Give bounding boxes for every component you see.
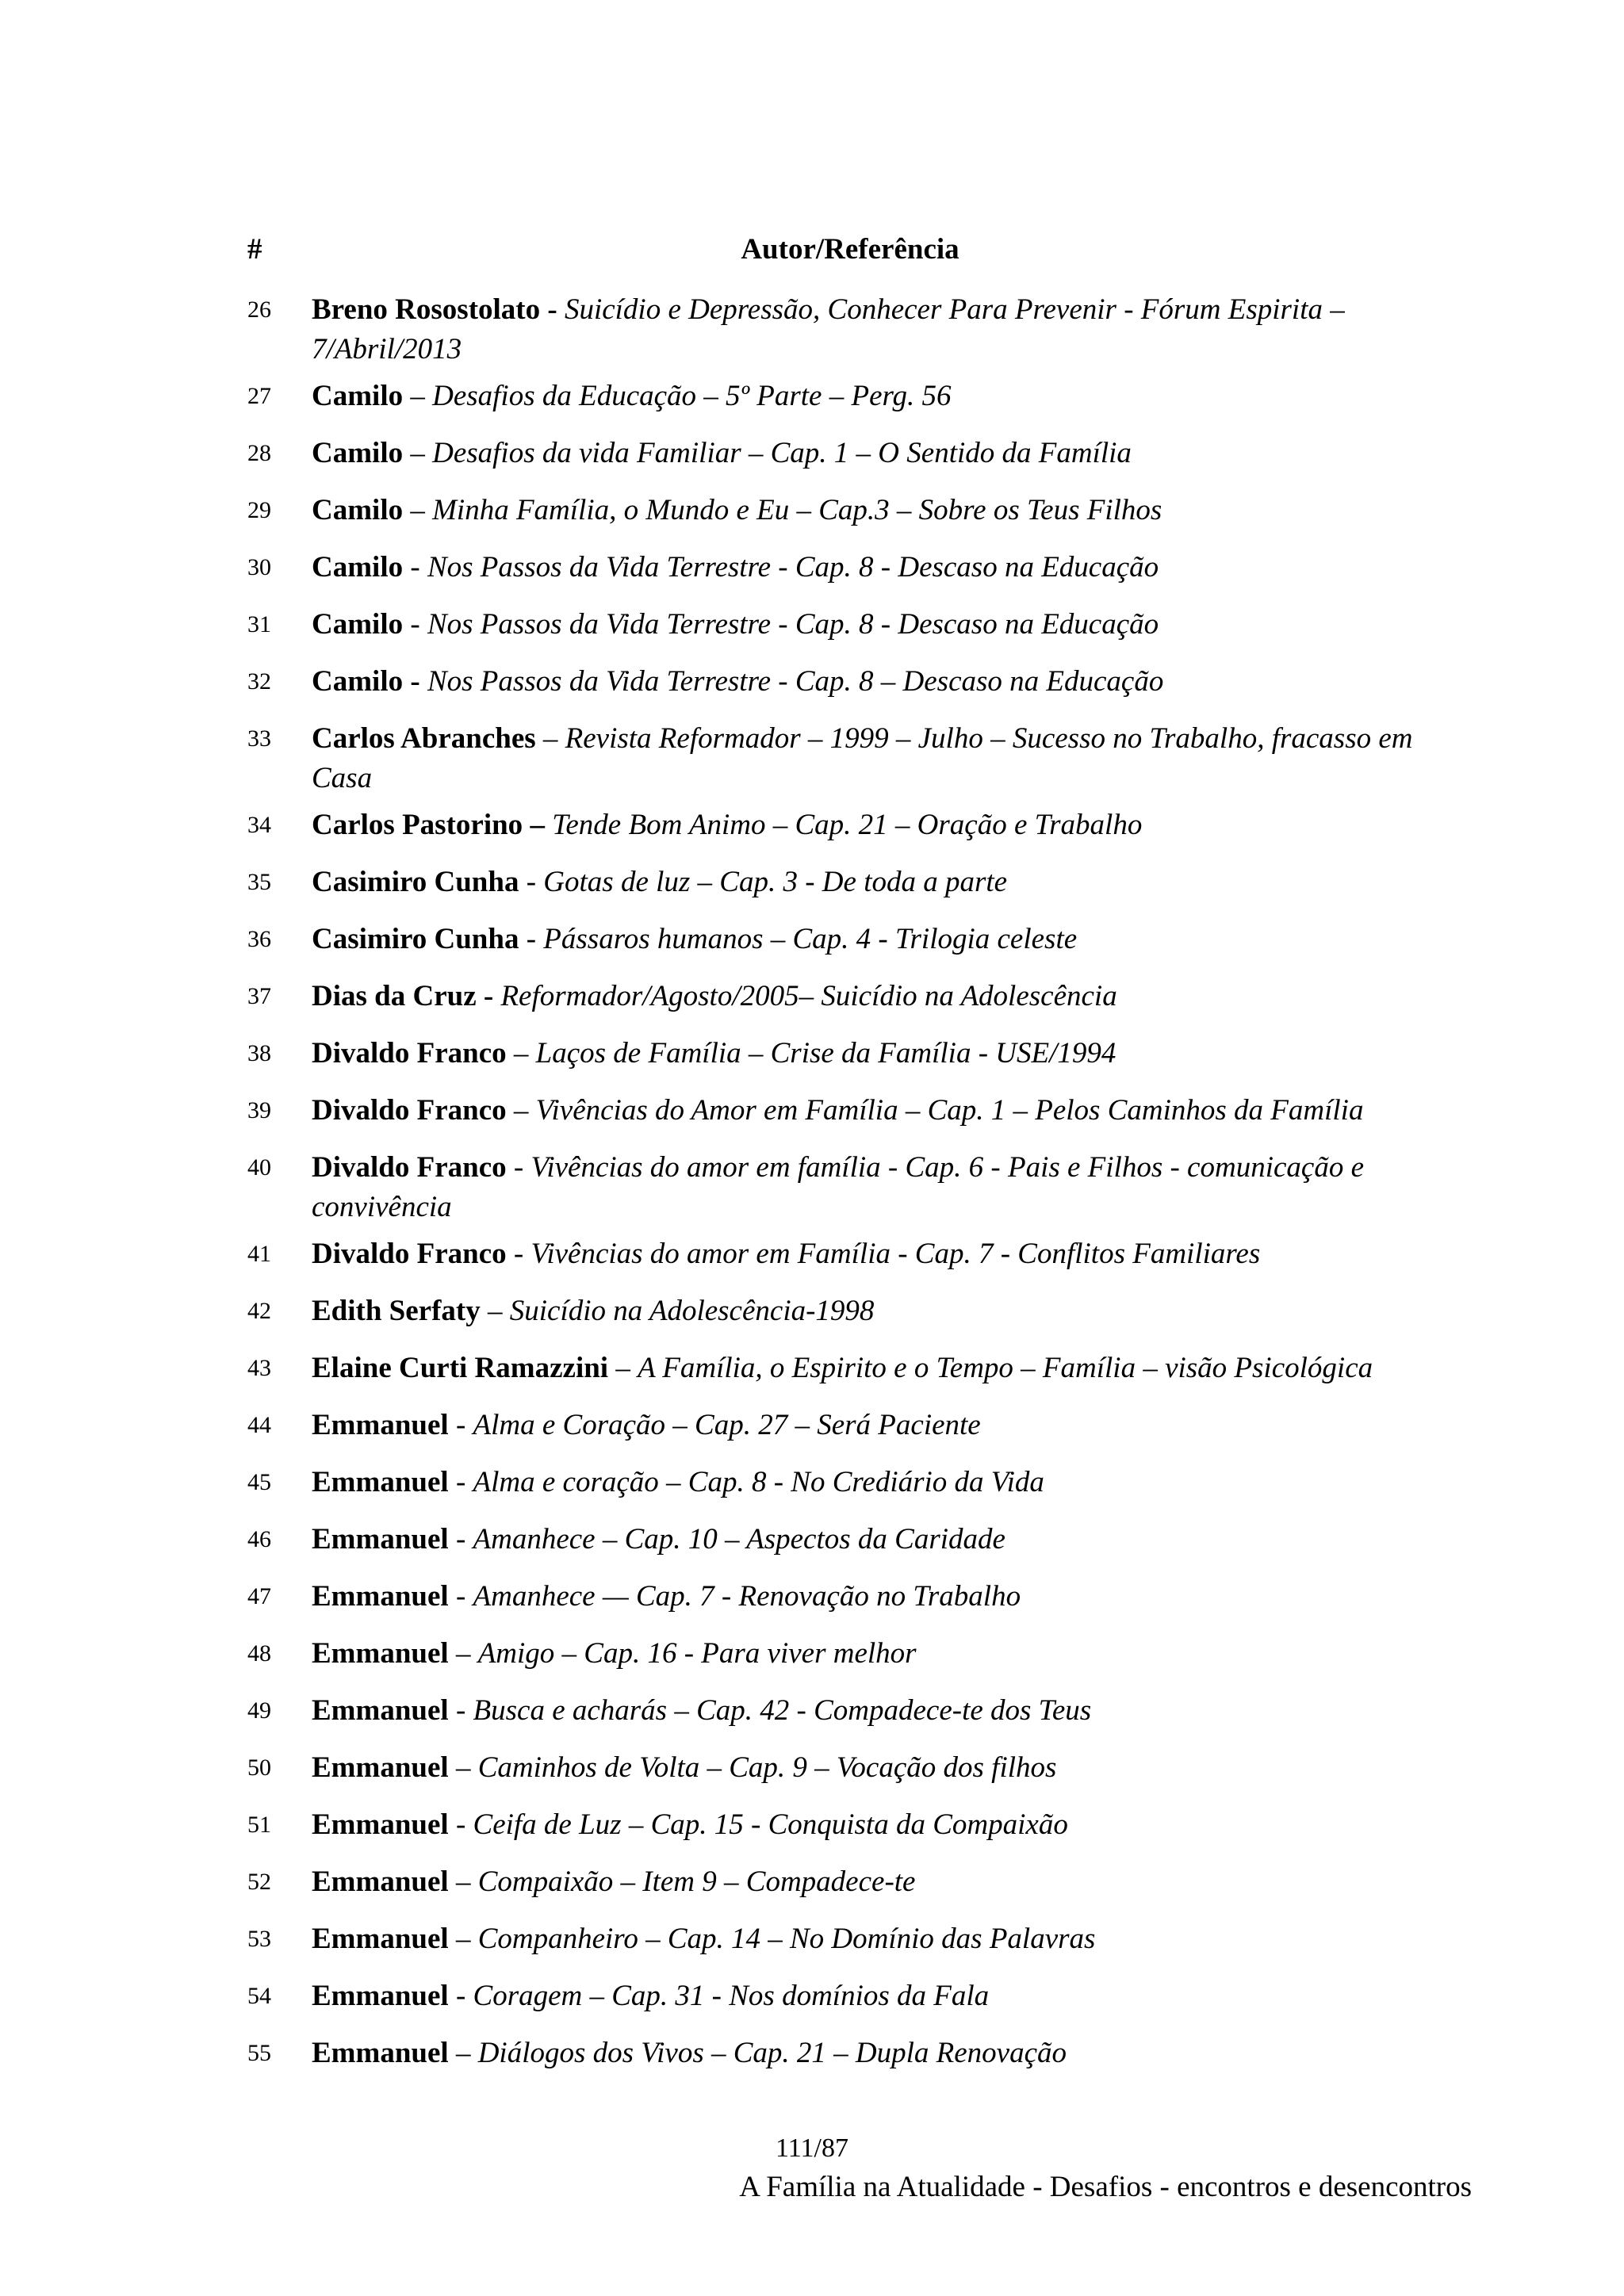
author-name: Divaldo Franco — [312, 1094, 507, 1127]
author-name: Edith Serfaty — [312, 1295, 481, 1327]
author-name: Casimiro Cunha — [312, 866, 519, 898]
author-name: Camilo — [312, 437, 404, 469]
row-number: 37 — [247, 983, 271, 1009]
author-name: Casimiro Cunha — [312, 923, 519, 955]
separator: - — [448, 1580, 473, 1613]
reference-entry — [312, 1919, 1438, 1959]
reference-title: Alma e coração – Cap. 8 - No Crediário da Vida — [473, 1466, 1044, 1498]
separator: - — [506, 1151, 531, 1184]
reference-entry — [312, 548, 1438, 587]
author-name: Camilo — [312, 665, 404, 698]
row-number: 30 — [247, 554, 271, 580]
row-number: 39 — [247, 1097, 271, 1123]
document-title-footer: A Família na Atualidade - Desafios - encontros e desencontros — [739, 2171, 1472, 2203]
reference-title: Amanhece – Cap. 10 – Aspectos da Caridade — [473, 1523, 1005, 1556]
reference-title: Suicídio na Adolescência-1998 — [509, 1295, 875, 1327]
reference-entry — [312, 1148, 1438, 1227]
reference-entry — [312, 605, 1438, 645]
separator: – — [448, 1923, 478, 1955]
row-number: 43 — [247, 1355, 271, 1381]
reference-title: Minha Família, o Mundo e Eu – Cap.3 – Sobre os Teus Filhos — [432, 494, 1162, 526]
reference-entry — [312, 2034, 1438, 2073]
row-number: 35 — [247, 869, 271, 895]
separator: – — [448, 1751, 478, 1784]
row-number: 29 — [247, 497, 271, 523]
reference-entry — [312, 377, 1438, 416]
author-name: Divaldo Franco — [312, 1151, 507, 1184]
separator: - — [519, 923, 544, 955]
author-name: Emmanuel — [312, 2037, 449, 2069]
reference-title: Amigo – Cap. 16 - Para viver melhor — [477, 1637, 917, 1670]
author-name: Emmanuel — [312, 1523, 449, 1556]
number-column-header: # — [247, 233, 262, 266]
author-name: Camilo — [312, 551, 404, 584]
separator: – — [403, 437, 433, 469]
author-name: Divaldo Franco — [312, 1238, 507, 1270]
separator: - — [448, 1808, 473, 1841]
row-number: 50 — [247, 1755, 271, 1781]
reference-title: Desafios da Educação – 5º Parte – Perg. 56 — [432, 380, 952, 412]
reference-entry — [312, 491, 1438, 530]
row-number: 42 — [247, 1298, 271, 1324]
row-number: 32 — [247, 668, 271, 695]
separator: - — [448, 1409, 473, 1441]
separator: – — [480, 1295, 510, 1327]
row-number: 51 — [247, 1812, 271, 1838]
author-name: Camilo — [312, 380, 404, 412]
reference-title: Tende Bom Animo – Cap. 21 – Oração e Trabalho — [552, 809, 1143, 841]
reference-title: Busca e acharás – Cap. 42 - Compadece-te dos Teus — [473, 1694, 1092, 1727]
author-name: Dias da Cruz — [312, 980, 477, 1012]
row-number: 27 — [247, 383, 271, 409]
separator: – — [448, 2037, 478, 2069]
reference-entry — [312, 920, 1438, 959]
row-number: 34 — [247, 812, 271, 838]
reference-title: Compaixão – Item 9 – Compadece-te — [477, 1866, 916, 1898]
separator: – — [535, 722, 565, 755]
author-name: Emmanuel — [312, 1580, 449, 1613]
reference-entry — [312, 1634, 1438, 1674]
reference-title: Gotas de luz – Cap. 3 - De toda a parte — [543, 866, 1008, 898]
reference-entry — [312, 863, 1438, 902]
row-number: 47 — [247, 1583, 271, 1609]
row-number: 54 — [247, 1983, 271, 2009]
author-name: Emmanuel — [312, 1923, 449, 1955]
row-number: 44 — [247, 1412, 271, 1438]
separator: - — [448, 1694, 473, 1727]
reference-title: Coragem – Cap. 31 - Nos domínios da Fala — [473, 1980, 990, 2012]
author-name: Emmanuel — [312, 1980, 449, 2012]
reference-title: Vivências do Amor em Família – Cap. 1 – Pelos Caminhos da Família — [535, 1094, 1364, 1127]
reference-entry — [312, 1748, 1438, 1788]
separator: – — [448, 1866, 478, 1898]
reference-title: Companheiro – Cap. 14 – No Domínio das Palavras — [477, 1923, 1096, 1955]
author-reference-column-header: Autor/Referência — [741, 233, 959, 266]
reference-entry — [312, 1862, 1438, 1902]
separator: - — [506, 1238, 531, 1270]
reference-entry — [312, 662, 1438, 702]
row-number: 38 — [247, 1040, 271, 1066]
reference-entry — [312, 290, 1438, 369]
reference-title: Nos Passos da Vida Terrestre - Cap. 8 – Descaso na Educação — [427, 665, 1164, 698]
row-number: 55 — [247, 2040, 271, 2066]
separator: - — [476, 980, 501, 1012]
separator: - — [403, 551, 427, 584]
reference-title: Nos Passos da Vida Terrestre - Cap. 8 - Descaso na Educação — [427, 608, 1159, 641]
reference-title: Vivências do amor em família - Cap. 6 - Pais e Filhos - comunicação e convivência — [312, 1151, 1364, 1223]
row-number: 36 — [247, 926, 271, 952]
separator: - — [403, 665, 427, 698]
reference-entry — [312, 1034, 1438, 1073]
reference-title: Ceifa de Luz – Cap. 15 - Conquista da Compaixão — [473, 1808, 1068, 1841]
reference-title: Laços de Família – Crise da Família - USE/1994 — [535, 1037, 1116, 1070]
separator: - — [448, 1980, 473, 2012]
reference-title: A Família, o Espirito e o Tempo – Família – visão Psicológica — [638, 1352, 1373, 1384]
author-name: Emmanuel — [312, 1808, 449, 1841]
reference-entry — [312, 1805, 1438, 1845]
reference-title: Alma e Coração – Cap. 27 – Será Paciente — [473, 1409, 981, 1441]
reference-entry — [312, 1520, 1438, 1559]
reference-title: Suicídio e Depressão, Conhecer Para Prevenir - Fórum Espirita – 7/Abril/2013 — [312, 293, 1345, 365]
separator: – — [506, 1037, 536, 1070]
author-name: Emmanuel — [312, 1466, 449, 1498]
page-number: 111/87 — [776, 2133, 848, 2163]
row-number: 28 — [247, 440, 271, 466]
author-name: Emmanuel — [312, 1751, 449, 1784]
separator: – — [448, 1637, 478, 1670]
reference-entry — [312, 1292, 1438, 1331]
author-name: Elaine Curti Ramazzini — [312, 1352, 609, 1384]
author-name: Emmanuel — [312, 1637, 449, 1670]
row-number: 48 — [247, 1640, 271, 1667]
row-number: 45 — [247, 1469, 271, 1495]
reference-entry — [312, 1463, 1438, 1502]
author-name: Emmanuel — [312, 1866, 449, 1898]
row-number: 46 — [247, 1526, 271, 1552]
separator: - — [519, 866, 544, 898]
reference-title: Amanhece — Cap. 7 - Renovação no Trabalho — [473, 1580, 1021, 1613]
separator: – — [506, 1094, 536, 1127]
reference-title: Vivências do amor em Família - Cap. 7 - Conflitos Familiares — [530, 1238, 1261, 1270]
author-name: Breno Rosostolato — [312, 293, 541, 326]
reference-entry — [312, 1234, 1438, 1274]
author-name: Camilo — [312, 608, 404, 641]
reference-entry — [312, 1349, 1438, 1388]
row-number: 53 — [247, 1926, 271, 1952]
reference-title: Pássaros humanos – Cap. 4 - Trilogia celeste — [543, 923, 1078, 955]
reference-title: Reformador/Agosto/2005– Suicídio na Adolescência — [500, 980, 1117, 1012]
row-number: 26 — [247, 297, 271, 323]
reference-title: Nos Passos da Vida Terrestre - Cap. 8 - Descaso na Educação — [427, 551, 1159, 584]
author-name: Camilo — [312, 494, 404, 526]
row-number: 41 — [247, 1241, 271, 1267]
separator: – — [403, 380, 433, 412]
reference-title: Revista Reformador – 1999 – Julho – Sucesso no Trabalho, fracasso em Casa — [312, 722, 1413, 794]
author-name: Carlos Pastorino — [312, 809, 523, 841]
row-number: 52 — [247, 1869, 271, 1895]
author-name: Carlos Abranches — [312, 722, 536, 755]
row-number: 49 — [247, 1697, 271, 1724]
author-name: Emmanuel — [312, 1409, 449, 1441]
reference-entry — [312, 1577, 1438, 1617]
reference-entry — [312, 1091, 1438, 1131]
separator: – — [523, 809, 553, 841]
separator: - — [540, 293, 565, 326]
separator: - — [448, 1466, 473, 1498]
reference-entry — [312, 434, 1438, 473]
reference-entry — [312, 1976, 1438, 2016]
reference-title: Desafios da vida Familiar – Cap. 1 – O Sentido da Família — [432, 437, 1132, 469]
separator: - — [448, 1523, 473, 1556]
separator: – — [608, 1352, 638, 1384]
row-number: 33 — [247, 725, 271, 752]
reference-title: Diálogos dos Vivos – Cap. 21 – Dupla Renovação — [477, 2037, 1067, 2069]
separator: – — [403, 494, 433, 526]
separator: - — [403, 608, 427, 641]
reference-title: Caminhos de Volta – Cap. 9 – Vocação dos filhos — [477, 1751, 1057, 1784]
reference-entry — [312, 1691, 1438, 1731]
author-name: Divaldo Franco — [312, 1037, 507, 1070]
row-number: 31 — [247, 611, 271, 637]
reference-entry — [312, 806, 1438, 845]
reference-entry — [312, 1406, 1438, 1445]
reference-entry — [312, 719, 1438, 798]
reference-entry — [312, 977, 1438, 1016]
author-name: Emmanuel — [312, 1694, 449, 1727]
row-number: 40 — [247, 1154, 271, 1181]
table-header — [247, 232, 1453, 272]
